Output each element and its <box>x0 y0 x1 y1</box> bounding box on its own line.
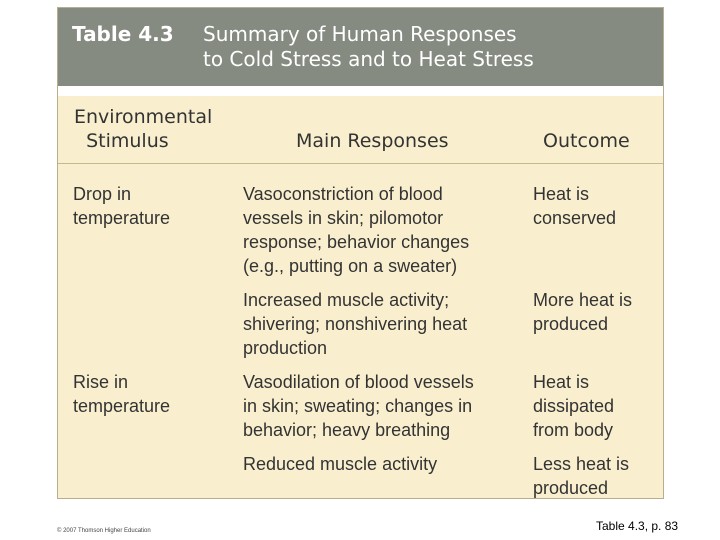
source-caption: Table 4.3, p. 83 <box>596 519 679 533</box>
copyright-notice: © 2007 Thomson Higher Education <box>57 528 151 534</box>
header-rule <box>58 163 663 164</box>
table-title-bar <box>58 8 663 86</box>
row-4-outcome: Less heat is produced <box>533 454 630 498</box>
row-1-stimulus: Drop in temperature <box>73 184 171 228</box>
header-outcome: Outcome <box>543 130 630 152</box>
table-title: Summary of Human Responses to Cold Stress and to Heat Stress <box>203 22 534 71</box>
header-stimulus: Environmental Stimulus <box>74 106 213 152</box>
row-3-stimulus: Rise in temperature <box>73 372 171 416</box>
row-2-outcome: More heat is produced <box>533 290 633 334</box>
row-2-responses: Increased muscle activity; shivering; nonshivering heat production <box>243 290 468 358</box>
row-4-responses: Reduced muscle activity <box>243 454 438 474</box>
header-main-responses: Main Responses <box>296 130 449 152</box>
title-divider <box>58 86 663 96</box>
row-1-outcome: Heat is conserved <box>533 184 617 228</box>
summary-table <box>57 7 664 499</box>
row-3-outcome: Heat is dissipated from body <box>533 372 615 440</box>
table-number: Table 4.3 <box>72 22 174 46</box>
row-1-responses: Vasoconstriction of blood vessels in skin; pilomotor response; behavior changes (e.g., putting on a sweater) <box>243 184 470 276</box>
row-3-responses: Vasodilation of blood vessels in skin; sweating; changes in behavior; heavy breathing <box>243 372 474 440</box>
